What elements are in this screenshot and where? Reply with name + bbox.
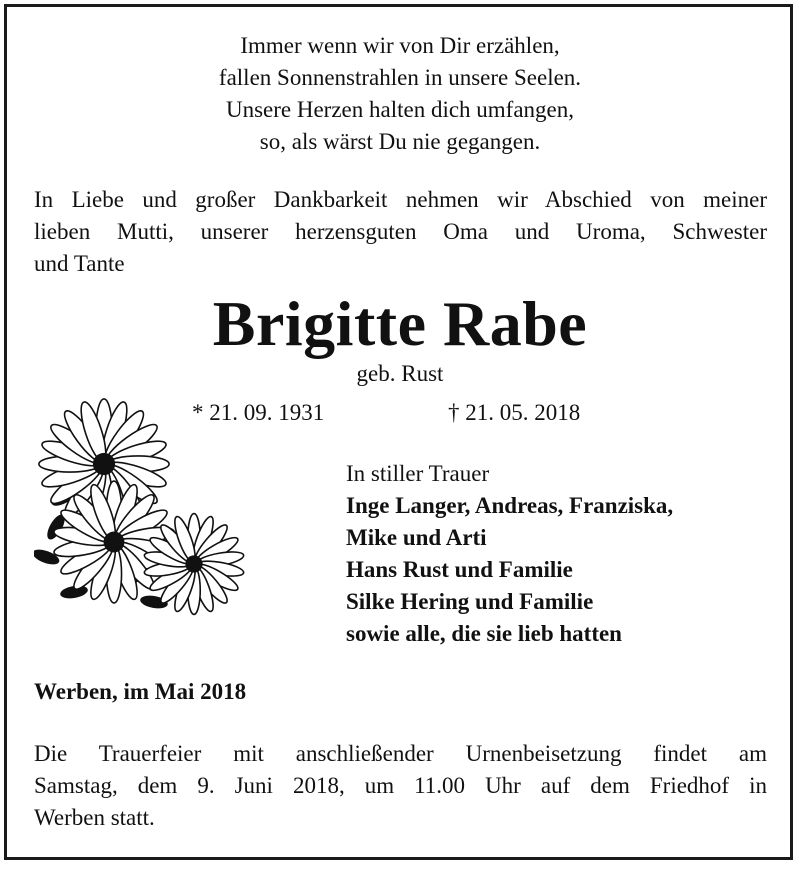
birth-date: * 21. 09. 1931 [192,400,325,425]
poem-line: Immer wenn wir von Dir erzählen, [240,33,560,58]
memorial-poem [0,30,800,158]
ceremony-notice [34,738,767,834]
mourner-line: Mike und Arti [346,525,487,550]
mourners-block [346,458,673,650]
death-date: † 21. 05. 2018 [448,400,581,425]
intro-line: und Tante [34,251,125,276]
place-date: Werben, im Mai 2018 [34,679,247,704]
intro-line: lieben Mutti, unserer herzensguten Oma und Uroma, Schwester [34,219,767,244]
ceremony-line: Samstag, dem 9. Juni 2018, um 11.00 Uhr auf dem Friedhof in [34,773,767,798]
ceremony-line: Werben statt. [34,805,155,830]
ceremony-line: Die Trauerfeier mit anschließender Urnenbeisetzung findet am [34,741,767,766]
intro-line: In Liebe und großer Dankbarkeit nehmen wir Abschied von meiner [34,187,767,212]
mourners-title: In stiller Trauer [346,461,490,486]
intro-text [34,184,767,280]
mourner-line: sowie alle, die sie lieb hatten [346,621,622,646]
mourner-line: Inge Langer, Andreas, Franziska, [346,493,674,518]
mourner-line: Silke Hering und Familie [346,589,594,614]
poem-line: Unsere Herzen halten dich umfangen, [225,97,575,122]
poem-line: fallen Sonnenstrahlen in unsere Seelen. [218,65,582,90]
mourner-line: Hans Rust und Familie [346,557,573,582]
daisy-flowers-icon [34,392,254,622]
maiden-name: geb. Rust [356,361,444,386]
poem-line: so, als wärst Du nie gegangen. [259,129,541,154]
deceased-name: Brigitte Rabe [212,288,588,359]
